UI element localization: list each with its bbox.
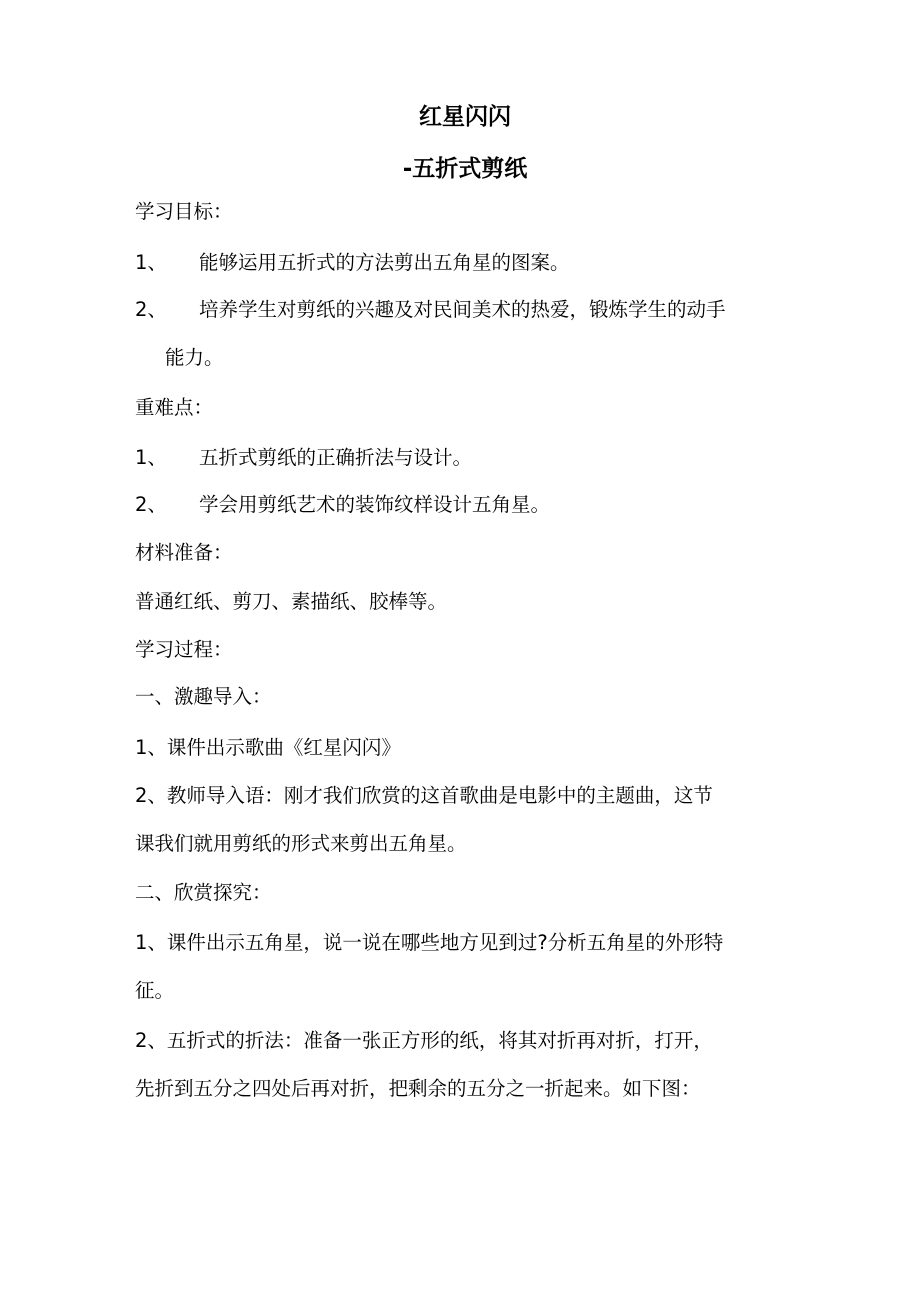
- section-1-paragraph-1: 1、课件出示歌曲《红星闪闪》: [135, 736, 401, 759]
- section-2-paragraph-1-line-1: 1、课件出示五角星，说一说在哪些地方见到过?分析五角星的外形特: [135, 931, 724, 954]
- keypoint-item-1-number: 1、: [135, 446, 167, 469]
- materials-text: 普通红纸、剪刀、素描纸、胶棒等。: [135, 590, 448, 613]
- section-1-paragraph-2-line-2: 课我们就用剪纸的形式来剪出五角星。: [135, 832, 467, 855]
- section-2-paragraph-2-line-1: 2、五折式的折法：准备一张正方形的纸，将其对折再对折，打开，: [135, 1029, 713, 1052]
- goal-item-1-number: 1、: [135, 251, 167, 274]
- section-2-paragraph-1-line-2: 征。: [135, 979, 175, 1002]
- keypoints-heading: 重难点：: [135, 396, 214, 419]
- keypoint-item-2: [135, 495, 550, 515]
- goal-item-2-number: 2、: [135, 298, 167, 321]
- document-subtitle: -五折式剪纸: [402, 156, 528, 182]
- goal-item-1: [135, 253, 570, 273]
- keypoint-item-1: [135, 448, 472, 468]
- keypoint-item-2-number: 2、: [135, 493, 167, 516]
- keypoint-item-2-text: 学会用剪纸艺术的装饰纹样设计五角星。: [199, 493, 551, 516]
- goal-item-2: [135, 300, 726, 320]
- goal-item-1-text: 能够运用五折式的方法剪出五角星的图案。: [199, 251, 570, 274]
- section-2-paragraph-2-line-2: 先折到五分之四处后再对折，把剩余的五分之一折起来。如下图：: [135, 1077, 701, 1100]
- goals-heading: 学习目标：: [135, 200, 233, 223]
- section-1-paragraph-2-line-1: 2、教师导入语：刚才我们欣赏的这首歌曲是电影中的主题曲，这节: [135, 784, 713, 807]
- goal-item-2-text: 培养学生对剪纸的兴趣及对民间美术的热爱，锻炼学生的动手: [199, 298, 726, 321]
- section-2-heading: 二、欣赏探究：: [135, 881, 272, 904]
- keypoint-item-1-text: 五折式剪纸的正确折法与设计。: [199, 446, 473, 469]
- goal-item-2-continuation: 能力。: [165, 346, 224, 369]
- materials-heading: 材料准备：: [135, 541, 233, 564]
- document-title: 红星闪闪: [419, 104, 511, 130]
- process-heading: 学习过程：: [135, 638, 233, 661]
- section-1-heading: 一、激趣导入：: [135, 685, 272, 708]
